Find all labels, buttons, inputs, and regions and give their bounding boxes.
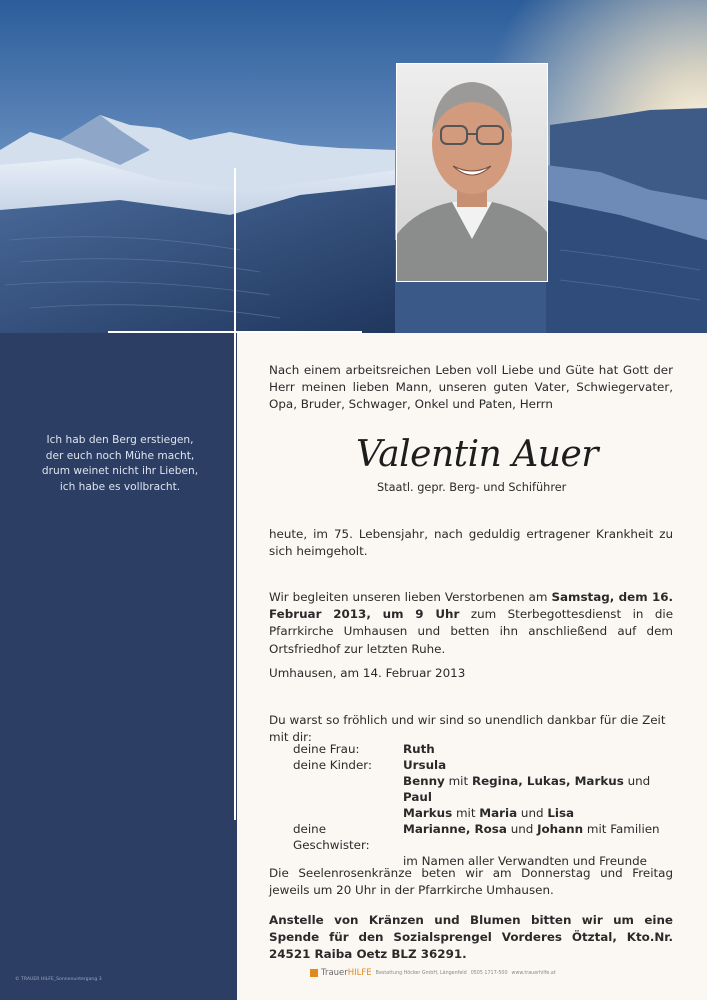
logo-text-trauer: Trauer bbox=[321, 968, 348, 978]
footer-phone: 0505 1717-500 bbox=[470, 970, 508, 976]
family-row-wife bbox=[293, 741, 673, 757]
family-connector: mit bbox=[455, 806, 476, 820]
portrait-photo bbox=[396, 63, 548, 282]
family-name-bold: Marianne, Rosa bbox=[403, 822, 507, 836]
family-names bbox=[403, 805, 673, 821]
quote-line: ich habe es vollbracht. bbox=[59, 480, 181, 493]
memorial-quote bbox=[20, 433, 220, 495]
place-date: Umhausen, am 14. Februar 2013 bbox=[269, 666, 466, 680]
funeral-post: zum Sterbegottesdienst in die Pfarrkirche Umhausen und betten ihn anschließend auf dem Ortsfriedhof zur letzten Ruhe. bbox=[269, 607, 674, 656]
funeral-text bbox=[269, 589, 673, 658]
deceased-profession: Staatl. gepr. Berg- und Schiführer bbox=[377, 481, 567, 494]
image-copyright: © TRAUER HILFE_Sonnenuntergang 3 bbox=[15, 977, 102, 982]
family-connector: mit Familien bbox=[586, 822, 660, 836]
footer-company: Bestattung Höcker GmbH, Längenfeld bbox=[375, 970, 467, 976]
sidebar-panel bbox=[0, 333, 237, 1000]
family-name-bold: Maria bbox=[479, 806, 518, 820]
family-name-bold: Benny bbox=[403, 774, 445, 788]
family-connector: und bbox=[520, 806, 544, 820]
quote-line: drum weinet nicht ihr Lieben, bbox=[41, 465, 199, 477]
family-name-bold: Johann bbox=[537, 822, 584, 836]
rosary-text: Die Seelenrosenkränze beten wir am Donnerstag und Freitag jeweils um 20 Uhr in der Pfarrkirche Umhausen. bbox=[269, 866, 673, 898]
family-names bbox=[403, 821, 673, 853]
family-list bbox=[293, 741, 673, 869]
family-row-child3 bbox=[293, 805, 673, 821]
footer-website: www.trauerhilfe.at bbox=[511, 970, 556, 976]
cross-horizontal-bar bbox=[108, 331, 362, 333]
family-connector: und bbox=[510, 822, 534, 836]
family-relation-label: deine Frau: bbox=[293, 742, 360, 756]
family-name-bold: Regina, Lukas, Markus bbox=[471, 774, 624, 788]
footer bbox=[310, 968, 556, 978]
family-connector: und bbox=[627, 774, 651, 788]
family-name-bold: Paul bbox=[403, 790, 432, 804]
trauerhilfe-logo-icon bbox=[310, 969, 318, 977]
family-names: Ursula bbox=[403, 758, 447, 772]
intro-text: Nach einem arbeitsreichen Leben voll Liebe und Güte hat Gott der Herr meinen lieben Mann, unseren guten Vater, Schwiegervater, Opa, Bruder, Schwager, Onkel und Paten, Herrn bbox=[269, 363, 673, 412]
family-names: Ruth bbox=[403, 742, 435, 756]
logo-text-hilfe: HILFE bbox=[347, 968, 372, 978]
family-relation-label: deine Kinder: bbox=[293, 758, 372, 772]
family-row-siblings bbox=[293, 821, 673, 853]
quote-line: der euch noch Mühe macht, bbox=[45, 449, 195, 462]
family-names bbox=[403, 773, 673, 805]
donation-text: Anstelle von Kränzen und Blumen bitten wir um eine Spende für den Sozialsprengel Vorderes Ötztal, Kto.Nr. 24521 Raiba Oetz BLZ 36291. bbox=[269, 913, 673, 962]
thanks-text: Du warst so fröhlich und wir sind so unendlich dankbar für die Zeit mit dir: bbox=[269, 713, 666, 745]
quote-line: Ich hab den Berg erstiegen, bbox=[46, 434, 194, 446]
funeral-date: Samstag, dem 16. Februar 2013, um 9 Uhr bbox=[269, 590, 674, 622]
family-relatives: im Namen aller Verwandten und Freunde bbox=[403, 854, 647, 868]
death-notice-text: heute, im 75. Lebensjahr, nach geduldig ertragener Krankheit zu sich heimgeholt. bbox=[269, 527, 673, 559]
deceased-name: Valentin Auer bbox=[356, 434, 598, 475]
header-mountain-photo bbox=[0, 0, 707, 333]
family-name-bold: Markus bbox=[403, 806, 453, 820]
cross-vertical-bar bbox=[234, 168, 236, 820]
family-relation-label: deine Geschwister: bbox=[293, 822, 370, 852]
funeral-pre: Wir begleiten unseren lieben Verstorbenen am bbox=[269, 590, 548, 604]
family-row-children bbox=[293, 757, 673, 773]
family-name-bold: Lisa bbox=[547, 806, 575, 820]
family-row-child2 bbox=[293, 773, 673, 805]
family-connector: mit bbox=[448, 774, 469, 788]
